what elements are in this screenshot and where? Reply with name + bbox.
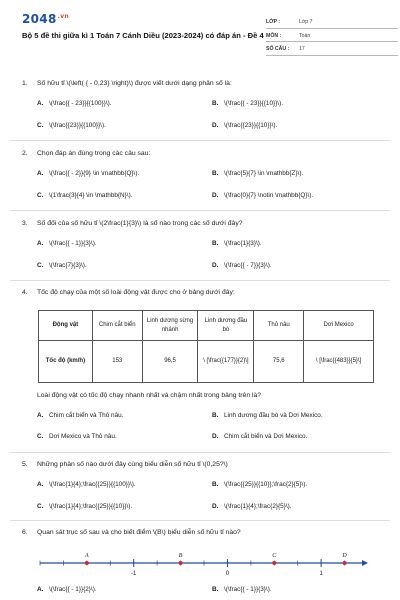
option-letter: C.: [37, 192, 44, 199]
table-row: [39, 341, 374, 383]
option-letter: C.: [37, 122, 44, 129]
option-letter: B.: [212, 412, 219, 419]
option-c[interactable]: [37, 192, 133, 200]
question-number: 4.: [22, 289, 28, 296]
question-number: 5.: [22, 461, 28, 468]
table-header-cell: Động vật: [39, 311, 93, 341]
option-letter: A.: [37, 586, 44, 593]
option-a[interactable]: [37, 481, 136, 489]
table-cell: \ [\frac{{483}}{5}\]: [304, 341, 374, 383]
option-letter: A.: [37, 100, 44, 107]
number-line-point-label: A: [85, 553, 89, 559]
option-d[interactable]: [212, 433, 307, 441]
option-letter: D.: [212, 262, 219, 269]
option-text: \(\frac{{ - 23}}{{100}}\).: [49, 100, 112, 107]
option-letter: D.: [212, 433, 219, 440]
question-text: Chọn đáp án đúng trong các câu sau:: [37, 150, 151, 157]
question-4: [22, 289, 388, 301]
table-header-row: [39, 311, 374, 341]
option-b[interactable]: [212, 586, 272, 594]
table-row-label: Tốc độ (km/h): [39, 341, 93, 383]
exam-title: Bộ 5 đề thi giữa kì 1 Toán 7 Cánh Diều (2023-2024) có đáp án - Đề 4: [22, 31, 264, 40]
question-number: 2.: [22, 150, 28, 157]
exam-header: [12, 0, 388, 56]
number-line-point: [343, 561, 347, 565]
question-5: [22, 461, 388, 519]
option-text: \(\frac{{ - 23}}{{10}}\).: [224, 100, 283, 107]
question-6: [22, 529, 388, 541]
question-divider: [10, 140, 390, 141]
option-letter: B.: [212, 170, 219, 177]
option-text: \(\frac{1}{4};\frac{{25}}{{10}}\).: [49, 503, 133, 510]
option-text: \(\frac{5}{7} \in \mathbb{Z}\).: [224, 170, 304, 177]
option-text: \(1\frac{3}{4} \in \mathbb{N}\).: [49, 192, 133, 199]
option-d[interactable]: [212, 122, 277, 130]
question-followup-text: Loài động vật có tốc độ chạy nhanh nhất và chậm nhất trong bảng trên là?: [37, 392, 262, 399]
option-a[interactable]: [37, 586, 97, 594]
info-label: SỐ CÂU :: [266, 46, 290, 52]
option-text: Linh dương đầu bò và Dơi Mexico.: [224, 412, 323, 419]
option-c[interactable]: [37, 503, 132, 511]
question-divider: [10, 210, 390, 211]
option-text: \(\frac{{ - 1}}{2}\).: [49, 586, 97, 593]
option-text: \(\frac{{23}}{{100}}\).: [49, 122, 106, 129]
exam-info-box: [266, 15, 398, 56]
option-text: \(\frac{{ - 1}}{3}\).: [224, 586, 272, 593]
table-header-cell: Linh dương sừng nhánh: [142, 311, 198, 341]
option-letter: B.: [212, 240, 219, 247]
speed-table: [38, 310, 374, 383]
option-letter: D.: [212, 122, 219, 129]
question-divider: [10, 280, 390, 281]
info-value: 17: [299, 46, 305, 52]
question-text: Quan sát trục số sau và cho biết điểm \(B\) biểu diễn số hữu tỉ nào?: [37, 529, 241, 536]
question-text: Số hữu tỉ \(\left( { - 0,23} \right)\) được viết dưới dạng phân số là:: [37, 80, 232, 87]
option-letter: B.: [212, 481, 219, 488]
option-b[interactable]: [212, 100, 283, 108]
number-line-point: [85, 561, 89, 565]
number-line: [34, 548, 374, 578]
table-header-cell: Thỏ nâu: [254, 311, 304, 341]
option-text: Chim cắt biển và Thỏ nâu.: [49, 412, 124, 419]
option-d[interactable]: [212, 192, 313, 200]
question-text: Tốc độ chạy của một số loài động vật được cho ở bảng dưới đây:: [37, 289, 235, 296]
option-a[interactable]: [37, 170, 139, 178]
option-d[interactable]: [212, 262, 272, 270]
table-cell: \ [\frac{{177}}{2}\]: [198, 341, 254, 383]
option-letter: C.: [37, 433, 44, 440]
option-b[interactable]: [212, 412, 323, 420]
number-line-point-label: D: [342, 553, 347, 559]
option-letter: B.: [212, 586, 219, 593]
option-b[interactable]: [212, 170, 303, 178]
option-text: \(\frac{0}{7} \notin \mathbb{Q}\).: [224, 192, 314, 199]
option-letter: A.: [37, 170, 44, 177]
option-a[interactable]: [37, 240, 97, 248]
number-line-point: [179, 561, 183, 565]
option-text: \(\frac{{25}}{{10}};\frac{2}{5}\).: [224, 481, 308, 488]
option-letter: A.: [37, 412, 44, 419]
logo-text: 2048: [22, 12, 57, 26]
question-divider: [10, 452, 390, 453]
table-cell: 96,5: [142, 341, 198, 383]
option-text: \(\frac{{ - 2}}{9} \in \mathbb{Q}\).: [49, 170, 140, 177]
question-divider: [10, 520, 390, 521]
info-label: MÔN :: [266, 32, 282, 39]
question-4-followup: [22, 392, 388, 448]
table-cell: 153: [92, 341, 142, 383]
option-text: \(\frac{{ - 7}}{3}\).: [224, 262, 272, 269]
question-text: Số đối của số hữu tỉ \(2\frac{1}{3}\) là số nào trong các số dưới đây?: [37, 220, 243, 227]
question-2: [22, 150, 388, 210]
info-value: Toán: [299, 32, 311, 39]
option-text: \(\frac{1}{4};\frac{{25}}{{100}}\).: [49, 481, 136, 488]
option-c[interactable]: [37, 122, 106, 130]
option-text: \(\frac{7}{3}\).: [49, 262, 87, 269]
question-3: [22, 220, 388, 280]
number-line-tick-label: 1: [319, 571, 323, 577]
option-text: Chim cắt biển và Dơi Mexico.: [224, 433, 308, 440]
option-letter: A.: [37, 240, 44, 247]
option-text: \(\frac{1}{4};\frac{2}{5}\).: [224, 503, 292, 510]
number-line-arrow: [362, 560, 368, 566]
number-line-tick-label: 0: [225, 571, 230, 577]
info-row-subject: [266, 29, 398, 43]
option-a[interactable]: [37, 412, 123, 420]
number-line-point: [272, 561, 276, 565]
option-text: \(\frac{1}{3}\).: [224, 240, 262, 247]
number-line-tick-label: -1: [131, 571, 137, 577]
option-a[interactable]: [37, 100, 112, 108]
info-value: Lớp 7: [299, 19, 313, 25]
logo-suffix: .vn: [57, 13, 69, 20]
option-text: \(\frac{{23}}{{10}}\).: [224, 122, 278, 129]
option-letter: A.: [37, 481, 44, 488]
info-row-question-count: [266, 42, 398, 56]
option-d[interactable]: [212, 503, 292, 511]
option-letter: C.: [37, 262, 44, 269]
question-6-options: [22, 586, 388, 598]
table-header-cell: Dơi Mexico: [304, 311, 374, 341]
number-line-point-label: B: [178, 553, 183, 559]
option-b[interactable]: [212, 240, 262, 248]
option-c[interactable]: [37, 433, 117, 441]
option-letter: D.: [212, 503, 219, 510]
question-number: 3.: [22, 220, 28, 227]
number-line-point-label: C: [272, 553, 277, 559]
option-letter: C.: [37, 503, 44, 510]
option-letter: B.: [212, 100, 219, 107]
option-c[interactable]: [37, 262, 87, 270]
table-header-cell: Chim cắt biển: [92, 311, 142, 341]
option-b[interactable]: [212, 481, 307, 489]
table-header-cell: Linh dương đầu bò: [198, 311, 254, 341]
info-row-class: [266, 15, 398, 29]
info-label: LỚP :: [266, 19, 281, 25]
question-text: Những phân số nào dưới đây cùng biểu diễn số hữu tỉ \(0,25?\): [37, 461, 228, 468]
question-number: 6.: [22, 529, 28, 536]
question-1: [22, 80, 388, 140]
table-cell: 75,6: [254, 341, 304, 383]
site-logo[interactable]: [22, 12, 69, 27]
question-number: 1.: [22, 80, 28, 87]
option-text: Dơi Mexico và Thỏ nâu.: [49, 433, 117, 440]
option-text: \(\frac{{ - 1}}{3}\).: [49, 240, 97, 247]
option-letter: D.: [212, 192, 219, 199]
